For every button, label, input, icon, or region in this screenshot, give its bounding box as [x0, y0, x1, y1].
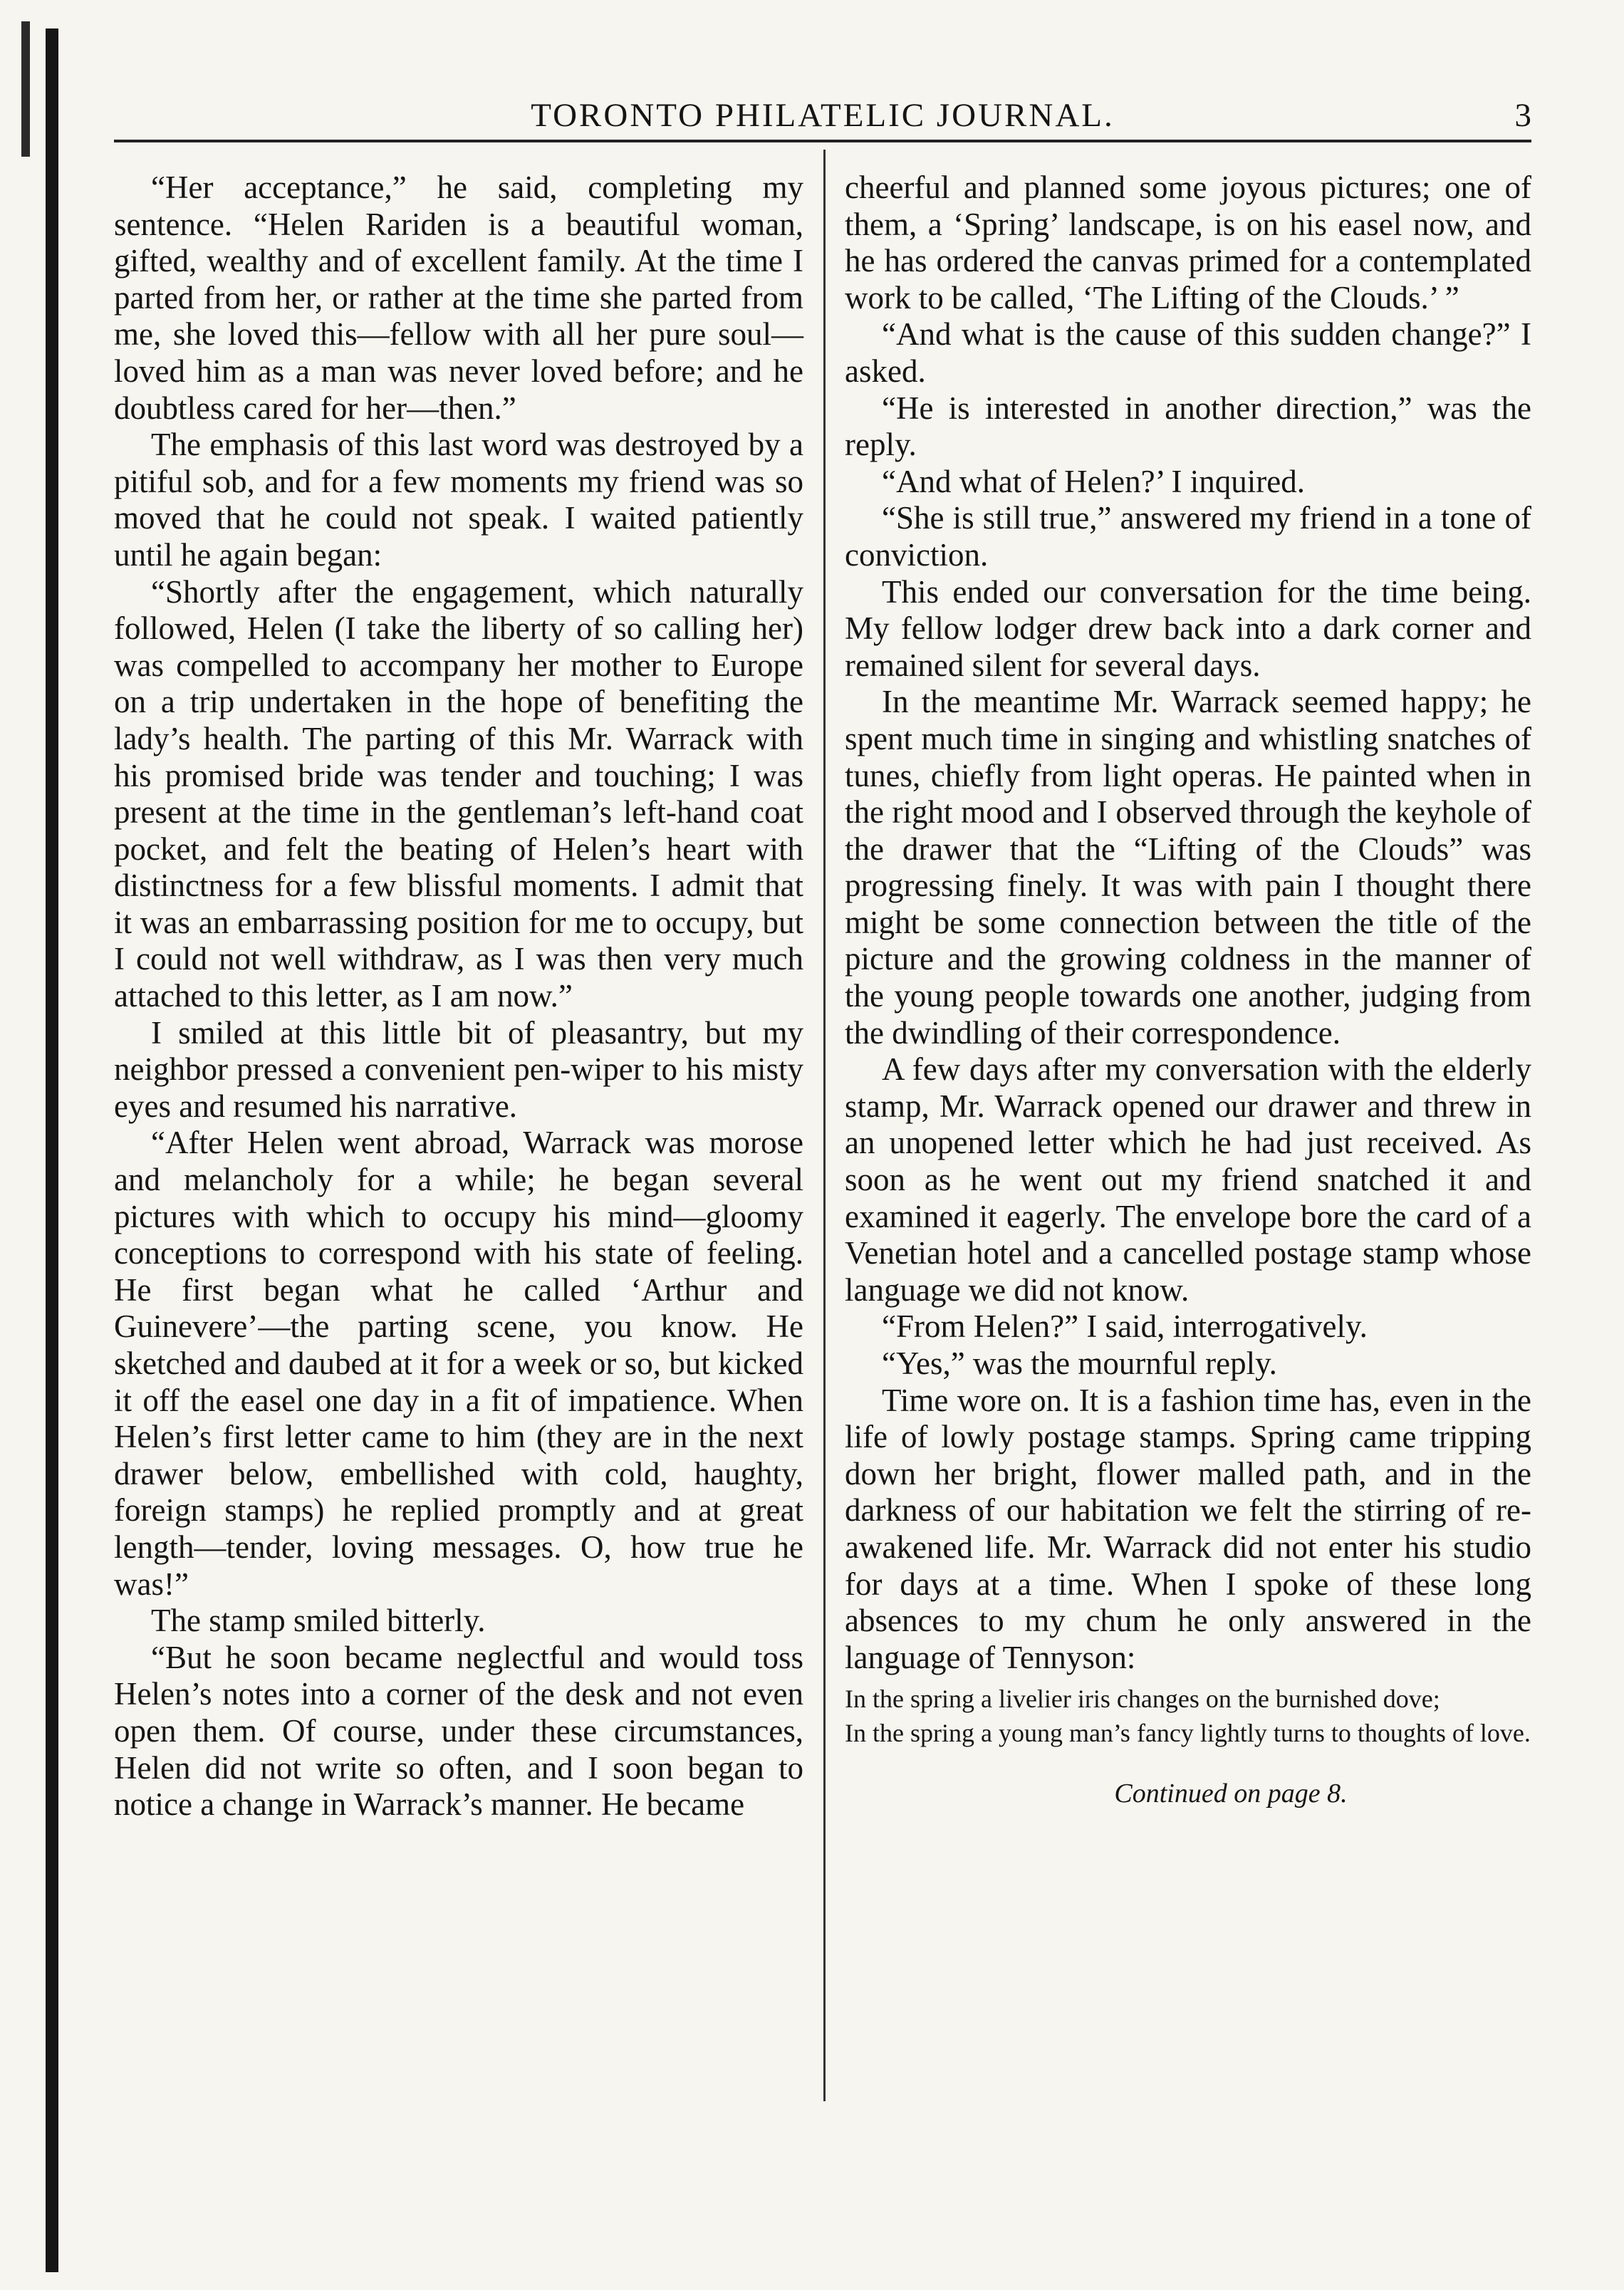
- paragraph: cheerful and planned some joyous pictures; one of them, a ‘Spring’ landscape, is on his easel now, and he has ordered the canvas primed for a contemplated work to be called, ‘The Lifting of the Clouds.’ ”: [845, 170, 1531, 316]
- paragraph: “And what is the cause of this sudden change?” I asked.: [845, 316, 1531, 389]
- column-divider: [823, 150, 826, 2101]
- paragraph: “She is still true,” answered my friend in a tone of conviction.: [845, 500, 1531, 573]
- continued-note: Continued on page 8.: [1114, 1779, 1348, 1809]
- journal-title: TORONTO PHILATELIC JOURNAL.: [531, 97, 1115, 134]
- paragraph: “And what of Helen?’ I inquired.: [882, 463, 1305, 499]
- running-header: [114, 94, 1531, 145]
- paragraph: “Her acceptance,” he said, completing my sentence. “Helen Rariden is a beautiful woman, gifted, wealthy and of excellent family. At the time I parted from her, or rather at the time she parted from me, she loved this—fellow with all her pure soul—loved him as a man was never loved before; and he doubtless cared for her—then.”: [114, 170, 803, 426]
- paragraph: I smiled at this little bit of pleasantry, but my neighbor pressed a convenient pen-wiper to his misty eyes and resumed his narrative.: [114, 1014, 803, 1124]
- paragraph: The stamp smiled bitterly.: [151, 1603, 486, 1639]
- paragraph: This ended our conversation for the time being. My fellow lodger drew back into a dark corner and remained silent for several days.: [845, 573, 1531, 683]
- paragraph: The emphasis of this last word was destroyed by a pitiful sob, and for a few moments my friend was so moved that he could not speak. I waited patiently until he again began:: [114, 427, 803, 573]
- paragraph: A few days after my conversation with the elderly stamp, Mr. Warrack opened our drawer and threw in an unopened letter which he had just received. As soon as he went out my friend snatched it and examined it eagerly. The envelope bore the card of a Venetian hotel and a cancelled postage stamp whose language we did not know.: [845, 1051, 1531, 1308]
- paragraph: “Yes,” was the mournful reply.: [882, 1346, 1277, 1381]
- right-column: [845, 170, 1531, 1811]
- paragraph: “But he soon became neglectful and would toss Helen’s notes into a corner of the desk and not even open them. Of course, under these circumstances, Helen did not write so often, and I soon began to notice a change in Warrack’s manner. He became: [114, 1639, 803, 1823]
- header-rule: [114, 140, 1531, 142]
- paragraph: Time wore on. It is a fashion time has, even in the life of lowly postage stamps. Spring came tripping down her bright, flower malled path, and in the darkness of our habitation we felt the stirring of re-awakened life. Mr. Warrack did not enter his studio for days at a time. When I spoke of these long absences to my chum he only answered in the language of Tennyson:: [845, 1382, 1531, 1675]
- binding-edge: [46, 28, 58, 2272]
- paragraph: “Shortly after the engagement, which naturally followed, Helen (I take the liberty of so calling her) was compelled to accompany her mother to Europe on a trip undertaken in the hope of benefiting the lady’s health. The parting of this Mr. Warrack with his promised bride was tender and touching; I was present at the time in the gentleman’s left-hand coat pocket, and felt the beating of Helen’s heart with distinctness for a few blissful moments. I admit that it was an embarrassing position for me to occupy, but I could not well withdraw, as I was then very much attached to this letter, as I am now.”: [114, 573, 803, 1014]
- binding-edge-mark: [21, 21, 30, 157]
- verse-line: In the spring a livelier iris changes on the burnished dove;: [845, 1685, 1440, 1714]
- paragraph: “From Helen?” I said, interrogatively.: [882, 1308, 1368, 1345]
- page-number: 3: [1514, 97, 1531, 134]
- paragraph: “He is interested in another direction,” was the reply.: [845, 390, 1531, 463]
- paragraph: “After Helen went abroad, Warrack was morose and melancholy for a while; he began several pictures with which to occupy his mind—gloomy conceptions to correspond with his state of feeling. He first began what he called ‘Arthur and Guinevere’—the parting scene, you know. He sketched and daubed at it for a week or so, but kicked it off the easel one day in a fit of impatience. When Helen’s first letter came to him (they are in the next drawer below, embellished with cold, haughty, foreign stamps) he replied promptly and at great length—tender, loving messages. O, how true he was!”: [114, 1125, 803, 1602]
- verse-quote: [845, 1685, 1531, 1747]
- left-column: [114, 170, 803, 1823]
- paragraph: In the meantime Mr. Warrack seemed happy; he spent much time in singing and whistling snatches of tunes, chiefly from light operas. He painted when in the right mood and I observed through the keyhole of the drawer that the “Lifting of the Clouds” was progressing finely. It was with pain I thought there might be some connection between the title of the picture and the growing coldness in the manner of the young people towards one another, judging from the dwindling of their correspondence.: [845, 684, 1531, 1051]
- verse-line: In the spring a young man’s fancy lightly turns to thoughts of love.: [845, 1719, 1531, 1748]
